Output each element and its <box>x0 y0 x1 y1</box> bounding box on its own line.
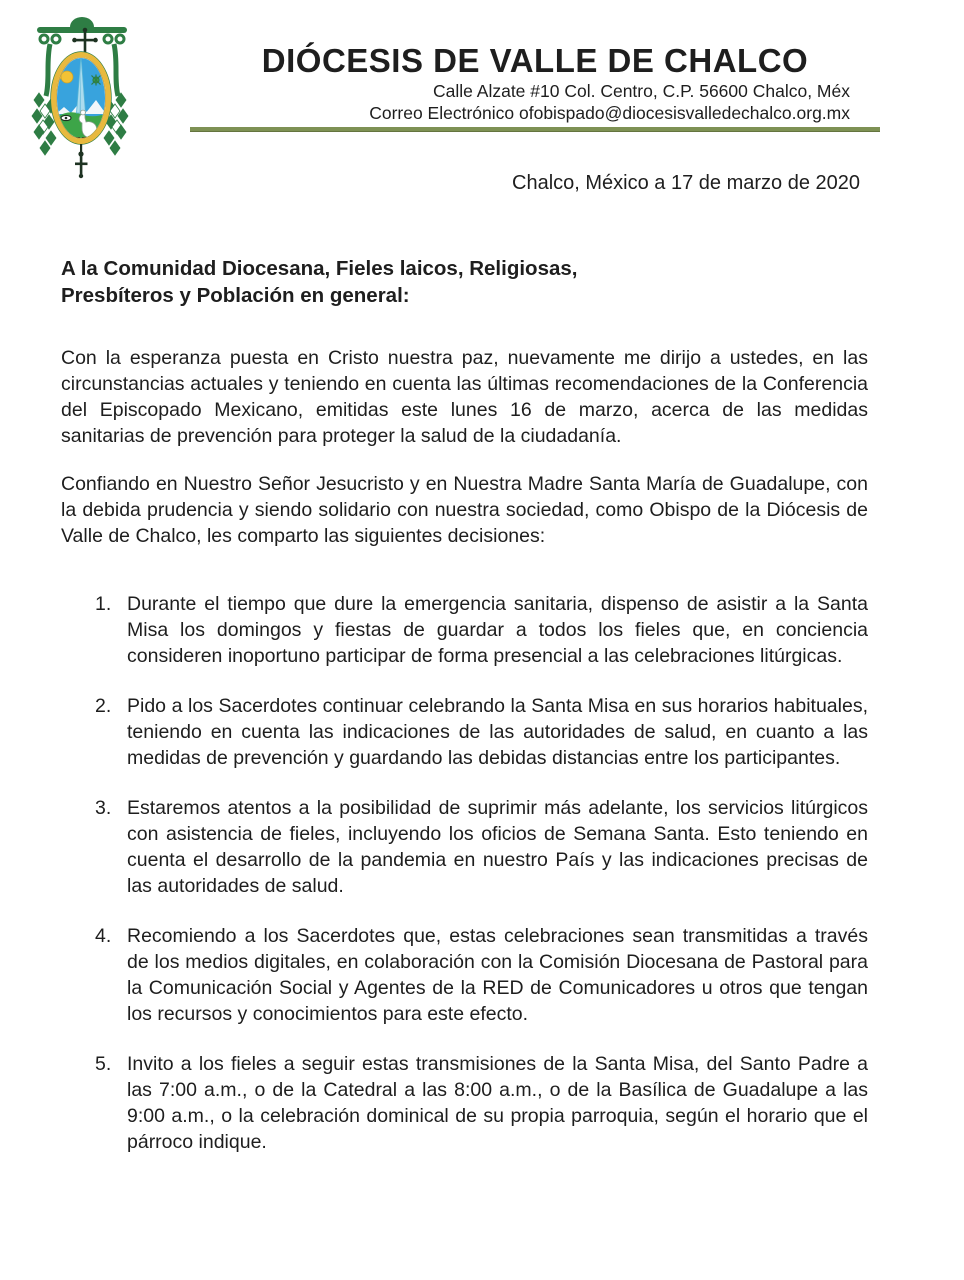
salutation <box>61 255 868 309</box>
list-item <box>61 693 868 771</box>
list-item <box>61 923 868 1027</box>
list-item <box>61 591 868 669</box>
letter-body <box>61 255 868 1155</box>
star-emblem <box>92 75 101 86</box>
date-line: Chalco, México a 17 de marzo de 2020 <box>512 172 860 194</box>
address-line-2: Correo Electrónico ofobispado@diocesisvalledechalco.org.mx <box>369 103 850 123</box>
bottom-cross-pendant <box>75 144 88 178</box>
header-rule <box>190 127 880 132</box>
paragraph-2: Confiando en Nuestro Señor Jesucristo y en Nuestra Madre Santa María de Guadalupe, con la debida prudencia y siendo solidario con nuestra sociedad, como Obispo de la Diócesis de Valle de Chalco, les comparto las siguientes decisiones: <box>61 473 868 547</box>
list-item-number: 4. <box>95 925 112 947</box>
list-item-text: Pido a los Sacerdotes continuar celebrando la Santa Misa en sus horarios habituales, teniendo en cuenta las indicaciones de las autoridades de salud, en cuanto a las medidas de prevención y guardando las debidas distancias entre los participantes. <box>127 695 868 769</box>
decision-list <box>61 591 868 1155</box>
list-item <box>61 1051 868 1155</box>
list-item-number: 1. <box>95 593 112 615</box>
list-item-text: Invito a los fieles a seguir estas transmisiones de la Santa Misa, del Santo Padre a las 7:00 a.m., o de la Catedral a las 8:00 a.m., o de la Basílica de Guadalupe a las 9:00 a.m., o la celebración dominical de su propia parroquia, según el horario que el párroco indique. <box>127 1053 868 1153</box>
page-title: DIÓCESIS DE VALLE DE CHALCO <box>261 42 809 79</box>
list-item-text: Estaremos atentos a la posibilidad de suprimir más adelante, los servicios litúrgicos con asistencia de fieles, incluyendo los oficios de Semana Santa. Esto teniendo en cuenta el desarrollo de la pandemia en nuestro País y las indicaciones precisas de las autoridades de salud. <box>127 797 868 897</box>
galero-bar <box>37 27 127 33</box>
list-item-text: Recomiendo a los Sacerdotes que, estas celebraciones sean transmitidas a través de los medios digitales, en colaboración con la Comisión Diocesana de Pastoral para la Comunicación Social y Agentes de la RED de Comunicadores u otros que tengan los recursos y conocimientos para este efecto. <box>127 925 868 1025</box>
list-item-number: 3. <box>95 797 112 819</box>
galero-dome <box>70 17 94 27</box>
salutation-line-1: A la Comunidad Diocesana, Fieles laicos, Religiosas, <box>61 257 578 280</box>
diocese-coat-of-arms-logo <box>30 14 138 182</box>
list-item <box>61 795 868 899</box>
list-item-text: Durante el tiempo que dure la emergencia sanitaria, dispenso de asistir a la Santa Misa los domingos y fiestas de guardar a todos los fieles que, en conciencia consideren inoportuno participar de forma presencial a las celebraciones litúrgicas. <box>127 593 868 667</box>
salutation-line-2: Presbíteros y Población en general: <box>61 284 410 307</box>
letterhead <box>190 0 880 132</box>
list-item-number: 2. <box>95 695 112 717</box>
paragraph-1: Con la esperanza puesta en Cristo nuestra paz, nuevamente me dirijo a ustedes, en las circunstancias actuales y teniendo en cuenta las últimas recomendaciones de la Conferencia del Episcopado Mexicano, emitidas este lunes 16 de marzo, acerca de las medidas sanitarias de prevención para proteger la salud de la ciudadanía. <box>61 347 868 447</box>
eye-emblem <box>61 115 71 120</box>
list-item-number: 5. <box>95 1053 112 1075</box>
address-line-1: Calle Alzate #10 Col. Centro, C.P. 56600 Chalco, Méx <box>433 81 850 101</box>
